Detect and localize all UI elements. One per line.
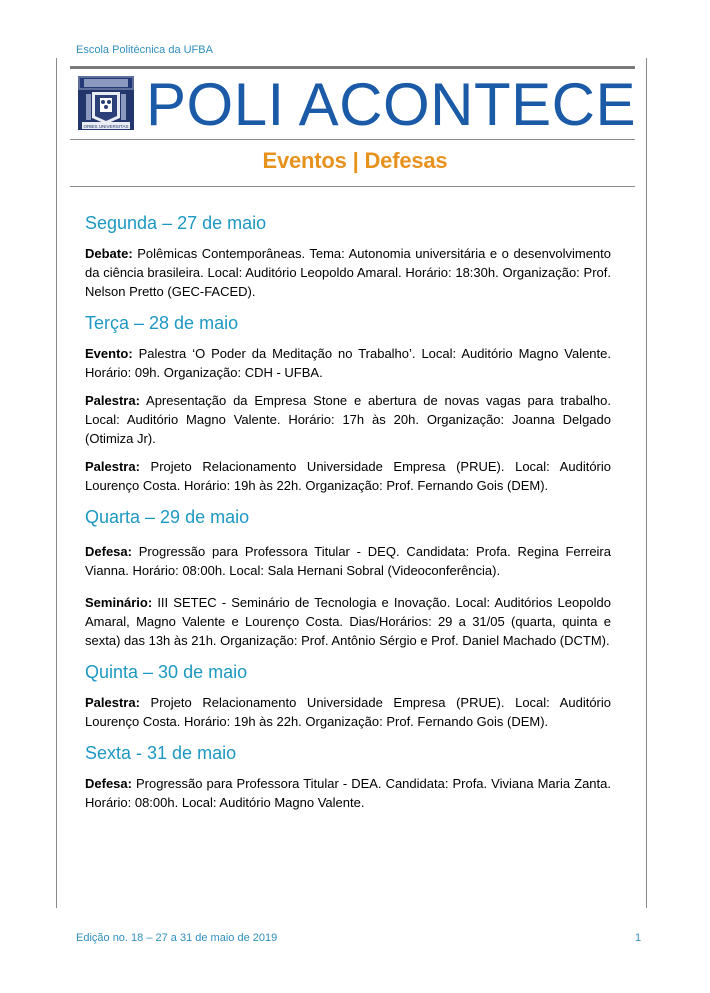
day-heading: Quarta – 29 de maio	[85, 507, 250, 527]
event-text: Palestra ‘O Poder da Meditação no Trabalho’. Local: Auditório Magno Valente. Horário: 09h. Organização: CDH - UFBA.	[85, 346, 611, 380]
section-subtitle: Eventos | Defesas	[262, 148, 448, 173]
event-label: Palestra:	[85, 695, 140, 710]
left-frame-line	[56, 58, 57, 908]
event-text: Apresentação da Empresa Stone e abertura de novas vagas para trabalho. Local: Auditório Magno Valente. Horário: 17h às 20h. Organização: Joanna Delgado (Otimiza Jr).	[85, 393, 611, 446]
event-label: Defesa:	[85, 776, 132, 791]
event-entry	[85, 344, 611, 382]
page-number: 1	[635, 932, 642, 944]
event-text: Polêmicas Contemporâneas. Tema: Autonomia universitária e o desenvolvimento da ciência brasileira. Local: Auditório Leopoldo Amaral. Horário: 18:30h. Organização: Prof. Nelson Pretto (GEC-FACED).	[85, 246, 611, 299]
event-text: Progressão para Professora Titular - DEQ. Candidata: Profa. Regina Ferreira Vianna. Horário: 08:00h. Local: Sala Hernani Sobral (Videoconferência).	[85, 544, 611, 578]
subtitle-rule	[70, 186, 635, 187]
edition-footer: Edição no. 18 – 27 a 31 de maio de 2019	[76, 932, 278, 944]
event-label: Evento:	[85, 346, 133, 361]
event-text: III SETEC - Seminário de Tecnologia e Inovação. Local: Auditórios Leopoldo Amaral, Magno Valente e Lourenço Costa. Dias/Horários: 29 a 31/05 (quarta, quinta e sexta) das 13h às 21h. Organização: Prof. Antônio Sérgio e Prof. Daniel Machado (DCTM).	[85, 595, 611, 648]
event-label: Defesa:	[85, 544, 132, 559]
crest-motto: ORBIS UNIVERSITAS	[83, 124, 129, 129]
event-entry	[85, 774, 611, 812]
day-section-monday	[85, 210, 611, 301]
day-section-tuesday	[85, 310, 611, 495]
ufba-crest-icon	[76, 74, 136, 132]
event-entry	[85, 391, 611, 448]
day-heading: Segunda – 27 de maio	[85, 213, 267, 233]
day-section-wednesday	[85, 504, 611, 650]
day-heading: Quinta – 30 de maio	[85, 662, 248, 682]
event-text: Projeto Relacionamento Universidade Empresa (PRUE). Local: Auditório Lourenço Costa. Horário: 19h às 22h. Organização: Prof. Fernando Gois (DEM).	[85, 695, 611, 729]
top-rule	[70, 66, 635, 69]
event-text: Progressão para Professora Titular - DEA. Candidata: Profa. Viviana Maria Zanta. Horário: 08:00h. Local: Auditório Magno Valente.	[85, 776, 611, 810]
event-entry	[85, 693, 611, 731]
event-text: Projeto Relacionamento Universidade Empresa (PRUE). Local: Auditório Lourenço Costa. Horário: 19h às 22h. Organização: Prof. Fernando Gois (DEM).	[85, 459, 611, 493]
event-label: Palestra:	[85, 459, 140, 474]
event-entry	[85, 542, 611, 580]
school-name: Escola Politécnica da UFBA	[76, 44, 213, 56]
day-section-friday	[85, 740, 611, 812]
right-frame-line	[646, 58, 647, 908]
day-section-thursday	[85, 659, 611, 731]
event-label: Seminário:	[85, 595, 153, 610]
event-entry	[85, 457, 611, 495]
day-heading: Sexta - 31 de maio	[85, 743, 237, 763]
event-label: Palestra:	[85, 393, 140, 408]
event-entry	[85, 593, 611, 650]
masthead-rule	[70, 139, 635, 140]
events-list	[85, 210, 611, 821]
event-entry	[85, 244, 611, 301]
event-label: Debate:	[85, 246, 133, 261]
masthead-title: POLI ACONTECE	[146, 71, 636, 138]
day-heading: Terça – 28 de maio	[85, 313, 239, 333]
